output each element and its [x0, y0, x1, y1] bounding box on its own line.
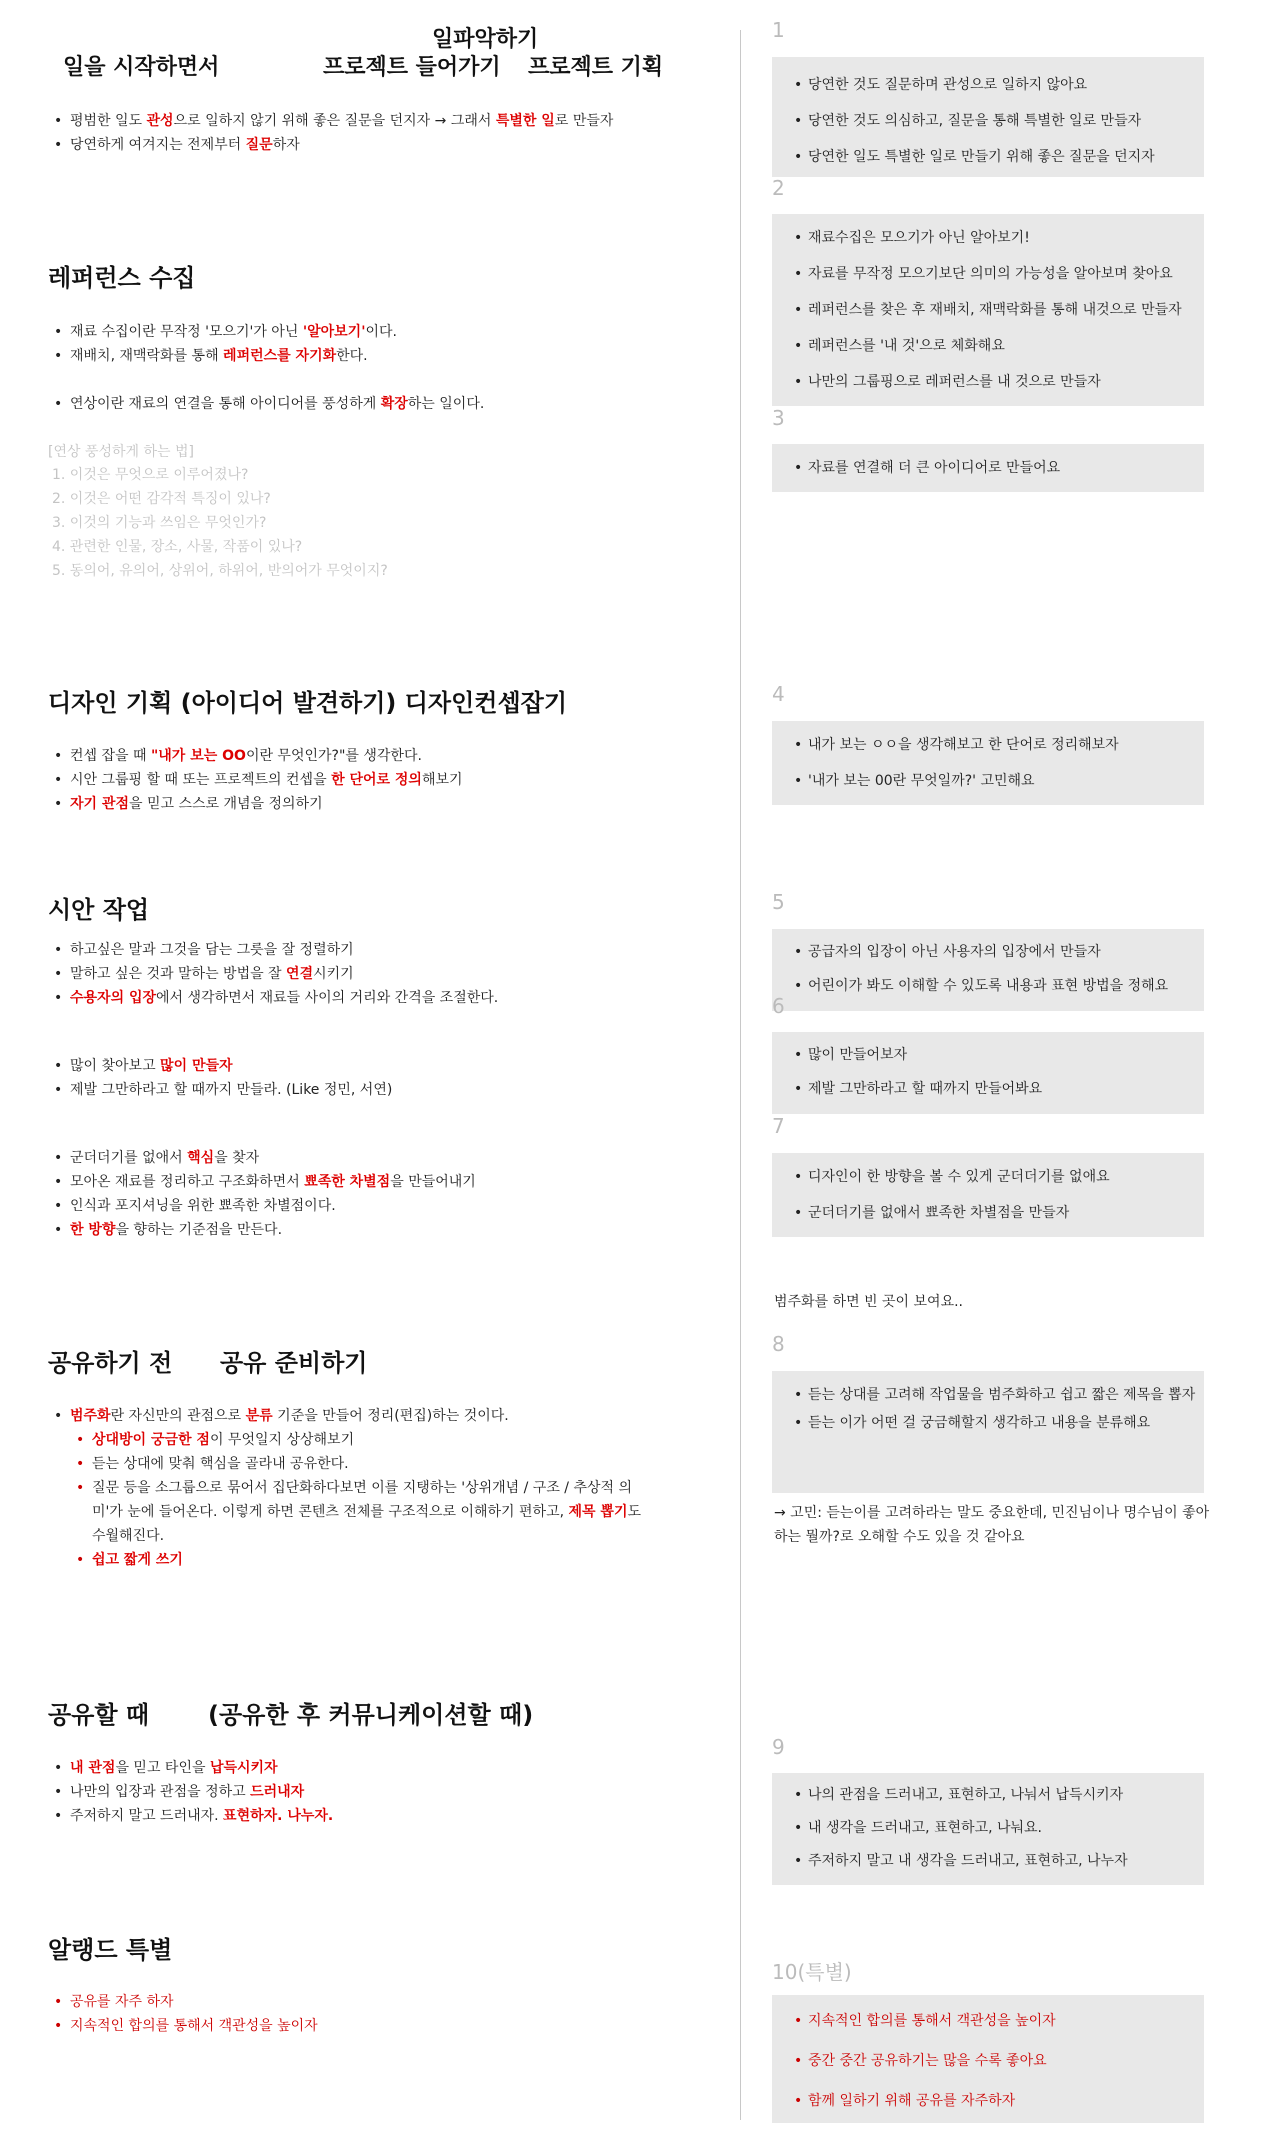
section-number: 5	[772, 890, 785, 914]
summary-box-2	[772, 214, 1204, 406]
draft-list-3	[48, 1146, 476, 1242]
list-item: 1. 이것은 무엇으로 이루어졌나?	[52, 467, 249, 483]
list-item: • 나만의 그룹핑으로 레퍼런스를 내 것으로 만들자	[794, 364, 1204, 400]
list-item: • 말하고 싶은 것과 말하는 방법을 잘 연결시키기	[48, 962, 498, 986]
list-item: 2. 이것은 어떤 감각적 특징이 있나?	[52, 491, 271, 507]
when-share-list	[48, 1756, 333, 1828]
list-item: • 한 방향을 향하는 기준점을 만든다.	[48, 1218, 476, 1242]
list-item: • 중간 중간 공유하기는 많을 수록 좋아요	[794, 2041, 1204, 2081]
list-item: • 듣는 이가 어떤 걸 궁금해할지 생각하고 내용을 분류해요	[794, 1409, 1204, 1437]
list-item: • 컨셉 잡을 때 "내가 보는 OO이란 무엇인가?"를 생각한다.	[48, 744, 463, 768]
list-item: • 쉽고 짧게 쓰기	[48, 1548, 652, 1572]
section-number: 3	[772, 406, 785, 430]
summary-box-6	[772, 1032, 1204, 1114]
list-item: • 레퍼런스를 '내 것'으로 체화해요	[794, 328, 1204, 364]
section-title-draft: 시안 작업	[48, 896, 150, 924]
list-item: • 지속적인 합의를 통해서 객관성을 높이자	[794, 2001, 1204, 2041]
list-item: • 군더더기를 없애서 뾰족한 차별점을 만들자	[794, 1195, 1204, 1231]
list-item: • 자기 관점을 믿고 스스로 개념을 정의하기	[48, 792, 463, 816]
list-item: • 군더더기를 없애서 핵심을 찾자	[48, 1146, 476, 1170]
list-item: • 레퍼런스를 찾은 후 재배치, 재맥락화를 통해 내것으로 만들자	[794, 292, 1204, 328]
section-number: 9	[772, 1735, 785, 1759]
list-item: • 제발 그만하라고 할 때까지 만들라. (Like 정민, 서연)	[48, 1078, 392, 1102]
summary-box-3	[772, 444, 1204, 492]
header-col2: 프로젝트 들어가기	[323, 55, 501, 80]
list-item: 4. 관련한 인물, 장소, 사물, 작품이 있나?	[52, 539, 303, 555]
section-title-design: 디자인 기획 (아이디어 발견하기) 디자인컨셉잡기	[48, 689, 568, 717]
list-item: • 연상이란 재료의 연결을 통해 아이디어를 풍성하게 확장하는 일이다.	[48, 392, 484, 416]
note-2: → 고민: 듣는이를 고려하라는 말도 중요한데, 민진님이나 명수님이 좋아하는 뭘까?로 오해할 수도 있을 것 같아요	[774, 1505, 1210, 1545]
gray-list	[52, 463, 388, 583]
list-item: • 당연한 일도 특별한 일로 만들기 위해 좋은 질문을 던지자	[794, 139, 1204, 175]
list-item: • 주저하지 말고 내 생각을 드러내고, 표현하고, 나누자	[794, 1845, 1204, 1878]
list-item: • 내 생각을 드러내고, 표현하고, 나눠요.	[794, 1812, 1204, 1845]
section-number: 2	[772, 176, 785, 200]
reference-list-2	[48, 392, 484, 416]
list-item: • 모아온 재료를 정리하고 구조화하면서 뾰족한 차별점을 만들어내기	[48, 1170, 476, 1194]
list-item: • 함께 일하기 위해 공유를 자주하자	[794, 2081, 1204, 2121]
summary-box-10	[772, 1995, 1204, 2123]
list-item: 5. 동의어, 유의어, 상위어, 하위어, 반의어가 무엇이지?	[52, 563, 388, 579]
list-item: • 시안 그룹핑 할 때 또는 프로젝트의 컨셉을 한 단어로 정의해보기	[48, 768, 463, 792]
list-item: • '내가 보는 00란 무엇일까?' 고민해요	[794, 763, 1204, 799]
list-item: • 당연한 것도 질문하며 관성으로 일하지 않아요	[794, 67, 1204, 103]
section-subtitle-when-share: (공유한 후 커뮤니케이션할 때)	[208, 1701, 534, 1729]
list-item: • 디자인이 한 방향을 볼 수 있게 군더더기를 없애요	[794, 1159, 1204, 1195]
list-item: • 듣는 상대에 맞춰 핵심을 골라내 공유한다.	[48, 1452, 652, 1476]
column-divider	[740, 30, 741, 2120]
section-number: 10(특별)	[772, 1960, 852, 1984]
summary-box-8	[772, 1371, 1204, 1493]
list-item: • 많이 만들어보자	[794, 1038, 1204, 1072]
list-item: • 제발 그만하라고 할 때까지 만들어봐요	[794, 1072, 1204, 1106]
section-number: 7	[772, 1114, 785, 1138]
list-item: • 내 관점을 믿고 타인을 납득시키자	[48, 1756, 333, 1780]
list-item: • 듣는 상대를 고려해 작업물을 범주화하고 쉽고 짧은 제목을 뽑자	[794, 1381, 1204, 1409]
summary-box-7	[772, 1153, 1204, 1237]
gray-title: [연상 풍성하게 하는 법]	[48, 444, 194, 460]
reference-list	[48, 320, 397, 368]
section-number: 6	[772, 994, 785, 1018]
list-item: • 지속적인 합의를 통해서 객관성을 높이자	[48, 2014, 318, 2038]
draft-list-2	[48, 1054, 392, 1102]
summary-box-9	[772, 1773, 1204, 1885]
list-item: • 나만의 입장과 관점을 정하고 드러내자	[48, 1780, 333, 1804]
header-col1: 일을 시작하면서	[63, 55, 220, 80]
summary-box-5	[772, 929, 1204, 1011]
list-item: • 질문 등을 소그룹으로 묶어서 집단화하다보면 이를 지탱하는 '상위개념 / 구조 / 추상적 의미'가 눈에 들어온다. 이렇게 하면 콘텐츠 전체를 구조적으로 이해하기 편하고, 제목 뽑기도 수월해진다.	[48, 1476, 652, 1548]
summary-box-4	[772, 721, 1204, 805]
design-list	[48, 744, 463, 816]
intro-list	[48, 109, 613, 157]
list-item: • 공급자의 입장이 아닌 사용자의 입장에서 만들자	[794, 935, 1204, 969]
section-title-when-share: 공유할 때	[48, 1701, 150, 1729]
list-item: • 범주화란 자신만의 관점으로 분류 기준을 만들어 정리(편집)하는 것이다.	[48, 1404, 652, 1428]
draft-list-1	[48, 938, 498, 1010]
list-item: • 수용자의 입장에서 생각하면서 재료들 사이의 거리와 간격을 조절한다.	[48, 986, 498, 1010]
header-title-top: 일파악하기	[432, 27, 539, 52]
list-item: • 재료 수집이란 무작정 '모으기'가 아닌 '알아보기'이다.	[48, 320, 397, 344]
list-item: • 인식과 포지셔닝을 위한 뾰족한 차별점이다.	[48, 1194, 476, 1218]
list-item: • 당연한 것도 의심하고, 질문을 통해 특별한 일로 만들자	[794, 103, 1204, 139]
section-number: 8	[772, 1332, 785, 1356]
list-item: • 재료수집은 모으기가 아닌 알아보기!	[794, 220, 1204, 256]
list-item: • 공유를 자주 하자	[48, 1990, 318, 2014]
before-share-list	[48, 1404, 652, 1572]
list-item: • 평범한 일도 관성으로 일하지 않기 위해 좋은 질문을 던지자 → 그래서 특별한 일로 만들자	[48, 109, 613, 133]
list-item: • 많이 찾아보고 많이 만들자	[48, 1054, 392, 1078]
section-number: 4	[772, 682, 785, 706]
list-item: • 자료를 연결해 더 큰 아이디어로 만들어요	[794, 450, 1204, 486]
header-col3: 프로젝트 기획	[528, 55, 664, 80]
section-title-alland: 알랭드 특별	[48, 1936, 173, 1964]
section-number: 1	[772, 18, 785, 42]
list-item: • 하고싶은 말과 그것을 담는 그릇을 잘 정렬하기	[48, 938, 498, 962]
section-title-before-share: 공유하기 전	[48, 1349, 173, 1377]
list-item: • 나의 관점을 드러내고, 표현하고, 나눠서 납득시키자	[794, 1779, 1204, 1812]
list-item: • 주저하지 말고 드러내자. 표현하자. 나누자.	[48, 1804, 333, 1828]
list-item: • 자료를 무작정 모으기보단 의미의 가능성을 알아보며 찾아요	[794, 256, 1204, 292]
alland-list	[48, 1990, 318, 2038]
list-item: • 내가 보는 ㅇㅇ을 생각해보고 한 단어로 정리해보자	[794, 727, 1204, 763]
section-subtitle-before-share: 공유 준비하기	[220, 1349, 368, 1377]
list-item: • 어린이가 봐도 이해할 수 있도록 내용과 표현 방법을 정해요	[794, 969, 1204, 1003]
list-item: • 재배치, 재맥락화를 통해 레퍼런스를 자기화한다.	[48, 344, 397, 368]
list-item: • 상대방이 궁금한 점이 무엇일지 상상해보기	[48, 1428, 652, 1452]
section-title-reference: 레퍼런스 수집	[48, 264, 196, 292]
list-item: 3. 이것의 기능과 쓰임은 무엇인가?	[52, 515, 267, 531]
note-1: 범주화를 하면 빈 곳이 보여요..	[774, 1294, 963, 1310]
summary-box-1	[772, 57, 1204, 177]
list-item: • 당연하게 여겨지는 전제부터 질문하자	[48, 133, 613, 157]
